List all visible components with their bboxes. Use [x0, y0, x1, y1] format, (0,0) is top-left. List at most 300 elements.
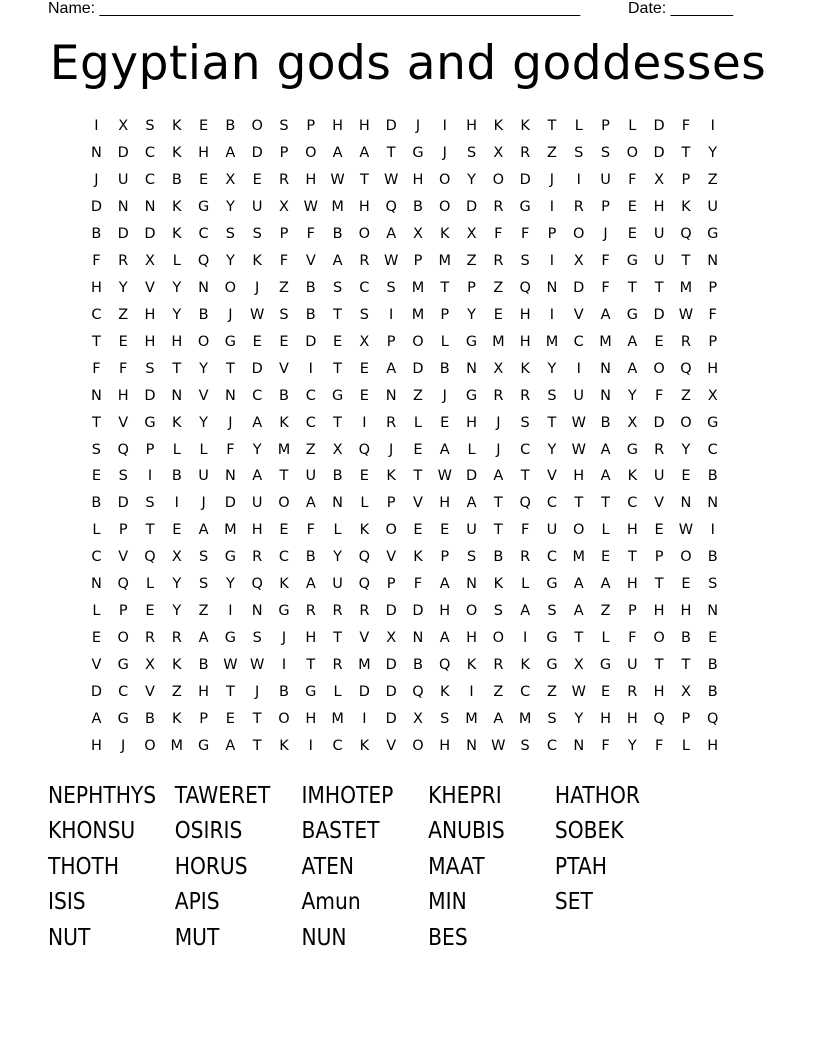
grid-letter[interactable]: I [174, 495, 179, 512]
grid-letter[interactable]: R [520, 387, 531, 404]
grid-letter[interactable]: I [228, 603, 233, 620]
grid-letter[interactable]: B [439, 360, 450, 377]
grid-letter[interactable]: N [573, 737, 585, 754]
grid-letter[interactable]: M [545, 333, 559, 350]
grid-letter[interactable]: J [94, 172, 99, 189]
grid-letter[interactable]: G [707, 414, 719, 431]
grid-letter[interactable]: G [197, 199, 210, 216]
grid-letter[interactable]: K [172, 226, 182, 243]
grid-letter[interactable]: X [573, 656, 584, 673]
grid-letter[interactable]: R [627, 683, 638, 700]
grid-letter[interactable]: Z [118, 306, 129, 323]
grid-letter[interactable]: K [172, 710, 182, 727]
grid-letter[interactable]: C [144, 145, 156, 162]
grid-letter[interactable]: B [412, 199, 423, 216]
grid-letter[interactable]: H [680, 603, 692, 620]
grid-letter[interactable]: E [440, 522, 450, 539]
grid-letter[interactable]: Z [680, 387, 691, 404]
grid-letter[interactable]: U [653, 226, 665, 243]
grid-letter[interactable]: J [496, 414, 501, 431]
grid-letter[interactable]: G [117, 656, 129, 673]
grid-letter[interactable]: W [571, 441, 586, 458]
grid-letter[interactable]: H [251, 522, 263, 539]
grid-letter[interactable]: X [493, 145, 504, 162]
grid-letter[interactable]: A [466, 495, 477, 512]
grid-letter[interactable]: W [250, 656, 265, 673]
grid-letter[interactable]: D [385, 683, 397, 700]
grid-letter[interactable]: H [198, 683, 210, 700]
grid-letter[interactable]: U [653, 468, 665, 485]
grid-letter[interactable]: H [466, 118, 477, 135]
grid-letter[interactable]: B [707, 656, 718, 673]
grid-letter[interactable]: I [281, 656, 287, 673]
grid-letter[interactable]: D [90, 199, 102, 216]
grid-letter[interactable]: B [707, 683, 718, 700]
grid-letter[interactable]: H [198, 145, 210, 162]
grid-letter[interactable]: B [493, 549, 504, 566]
grid-letter[interactable]: P [118, 522, 128, 539]
grid-letter[interactable]: X [332, 441, 343, 458]
grid-letter[interactable]: D [117, 495, 129, 512]
grid-letter[interactable]: H [171, 333, 183, 350]
grid-letter[interactable]: R [573, 199, 584, 216]
grid-letter[interactable]: S [252, 226, 262, 243]
grid-letter[interactable]: S [547, 603, 557, 620]
grid-letter[interactable]: P [386, 576, 396, 593]
grid-letter[interactable]: P [681, 710, 691, 727]
grid-letter[interactable]: C [573, 333, 584, 350]
grid-letter[interactable]: H [707, 737, 719, 754]
grid-letter[interactable]: W [330, 172, 345, 189]
grid-letter[interactable]: S [386, 279, 396, 296]
grid-letter[interactable]: W [678, 522, 694, 539]
grid-letter[interactable]: H [90, 737, 102, 754]
grid-letter[interactable]: O [278, 710, 290, 727]
grid-letter[interactable]: C [520, 441, 531, 458]
grid-letter[interactable]: C [305, 414, 316, 431]
grid-letter[interactable]: J [389, 441, 394, 458]
grid-letter[interactable]: K [520, 360, 530, 377]
grid-letter[interactable]: P [681, 172, 691, 189]
grid-letter[interactable]: K [520, 656, 530, 673]
grid-letter[interactable]: V [413, 495, 423, 512]
grid-letter[interactable]: T [386, 145, 396, 162]
grid-letter[interactable]: T [627, 279, 637, 296]
grid-letter[interactable]: I [710, 522, 715, 539]
grid-letter[interactable]: O [144, 737, 156, 754]
grid-letter[interactable]: A [198, 522, 209, 539]
grid-letter[interactable]: N [546, 279, 558, 296]
grid-letter[interactable]: A [252, 468, 263, 485]
grid-letter[interactable]: M [465, 710, 478, 727]
grid-letter[interactable]: N [90, 576, 102, 593]
grid-letter[interactable]: E [252, 172, 262, 189]
grid-letter[interactable]: L [360, 495, 369, 512]
grid-letter[interactable]: T [333, 629, 342, 646]
grid-letter[interactable]: H [653, 199, 665, 216]
grid-letter[interactable]: K [627, 468, 638, 485]
grid-letter[interactable]: D [251, 360, 263, 377]
grid-letter[interactable]: I [389, 306, 394, 323]
grid-letter[interactable]: A [600, 468, 611, 485]
grid-letter[interactable]: A [493, 468, 504, 485]
grid-letter[interactable]: I [308, 737, 313, 754]
grid-letter[interactable]: J [496, 441, 501, 458]
grid-letter[interactable]: J [201, 495, 206, 512]
grid-letter[interactable]: Q [117, 441, 129, 458]
grid-letter[interactable]: R [680, 333, 691, 350]
grid-letter[interactable]: G [224, 629, 236, 646]
grid-letter[interactable]: X [279, 199, 289, 216]
grid-letter[interactable]: R [359, 603, 370, 620]
grid-letter[interactable]: R [305, 603, 316, 620]
grid-letter[interactable]: E [91, 468, 101, 485]
grid-letter[interactable]: F [413, 576, 423, 593]
grid-letter[interactable]: C [278, 549, 290, 566]
grid-letter[interactable]: Z [493, 683, 504, 700]
grid-letter[interactable]: I [710, 118, 715, 135]
grid-letter[interactable]: I [549, 199, 555, 216]
grid-letter[interactable]: A [305, 576, 316, 593]
grid-letter[interactable]: E [279, 522, 289, 539]
grid-letter[interactable]: K [681, 199, 691, 216]
grid-letter[interactable]: Q [358, 576, 371, 593]
grid-letter[interactable]: H [653, 683, 665, 700]
grid-letter[interactable]: B [171, 468, 182, 485]
grid-letter[interactable]: Q [412, 683, 424, 700]
grid-letter[interactable]: O [385, 522, 397, 539]
grid-letter[interactable]: S [91, 441, 101, 458]
grid-letter[interactable]: L [521, 576, 530, 593]
grid-letter[interactable]: G [331, 387, 344, 404]
grid-letter[interactable]: A [225, 145, 236, 162]
grid-letter[interactable]: E [172, 522, 182, 539]
grid-letter[interactable]: E [199, 172, 209, 189]
grid-letter[interactable]: A [520, 603, 531, 620]
grid-letter[interactable]: E [654, 333, 664, 350]
grid-letter[interactable]: M [492, 333, 505, 350]
grid-letter[interactable]: R [654, 441, 665, 458]
grid-letter[interactable]: A [493, 710, 504, 727]
grid-letter[interactable]: L [92, 603, 101, 620]
grid-letter[interactable]: T [493, 522, 503, 539]
grid-letter[interactable]: E [359, 360, 369, 377]
grid-letter[interactable]: E [627, 199, 637, 216]
grid-letter[interactable]: O [573, 522, 585, 539]
grid-letter[interactable]: V [305, 253, 316, 270]
grid-letter[interactable]: H [626, 522, 638, 539]
grid-letter[interactable]: Y [574, 710, 584, 727]
grid-letter[interactable]: S [252, 629, 262, 646]
grid-letter[interactable]: C [332, 737, 343, 754]
grid-letter[interactable]: E [225, 710, 235, 727]
grid-letter[interactable]: O [653, 629, 665, 646]
grid-letter[interactable]: I [442, 118, 447, 135]
grid-letter[interactable]: I [94, 118, 99, 135]
grid-letter[interactable]: O [573, 226, 585, 243]
grid-letter[interactable]: Y [252, 441, 262, 458]
grid-letter[interactable]: F [654, 387, 664, 404]
grid-letter[interactable]: K [172, 414, 182, 431]
grid-letter[interactable]: X [386, 629, 397, 646]
grid-letter[interactable]: T [333, 414, 342, 431]
grid-letter[interactable]: D [465, 199, 478, 216]
grid-letter[interactable]: T [547, 118, 557, 135]
grid-letter[interactable]: S [279, 118, 289, 135]
grid-letter[interactable]: R [144, 629, 156, 646]
grid-letter[interactable]: Y [199, 414, 209, 431]
grid-letter[interactable]: S [198, 576, 209, 593]
grid-letter[interactable]: M [518, 710, 532, 727]
grid-letter[interactable]: Y [118, 279, 128, 296]
grid-letter[interactable]: G [278, 603, 290, 620]
grid-letter[interactable]: P [279, 145, 289, 162]
grid-letter[interactable]: B [171, 172, 182, 189]
grid-letter[interactable]: H [466, 629, 477, 646]
grid-letter[interactable]: P [708, 279, 718, 296]
grid-letter[interactable]: N [707, 603, 719, 620]
grid-letter[interactable]: A [332, 145, 343, 162]
grid-letter[interactable]: O [492, 629, 505, 646]
grid-letter[interactable]: G [117, 710, 129, 727]
grid-letter[interactable]: P [440, 549, 450, 566]
grid-letter[interactable]: N [117, 199, 129, 216]
grid-letter[interactable]: I [362, 414, 367, 431]
grid-letter[interactable]: H [412, 172, 424, 189]
grid-letter[interactable]: X [680, 683, 691, 700]
grid-letter[interactable]: V [573, 306, 584, 323]
grid-letter[interactable]: P [118, 603, 128, 620]
grid-letter[interactable]: Z [546, 683, 557, 700]
grid-letter[interactable]: G [599, 656, 612, 673]
grid-letter[interactable]: K [172, 199, 182, 216]
grid-letter[interactable]: Y [627, 737, 637, 754]
grid-letter[interactable]: B [332, 226, 343, 243]
grid-letter[interactable]: X [493, 360, 504, 377]
grid-letter[interactable]: U [600, 172, 611, 189]
grid-letter[interactable]: T [654, 656, 664, 673]
grid-letter[interactable]: S [466, 549, 477, 566]
grid-letter[interactable]: T [225, 683, 235, 700]
grid-letter[interactable]: Y [172, 279, 182, 296]
grid-letter[interactable]: F [601, 253, 610, 270]
grid-letter[interactable]: N [385, 387, 397, 404]
grid-letter[interactable]: F [628, 629, 637, 646]
grid-letter[interactable]: E [279, 333, 289, 350]
grid-letter[interactable]: S [332, 279, 343, 296]
grid-letter[interactable]: K [413, 549, 423, 566]
grid-letter[interactable]: P [413, 253, 423, 270]
grid-letter[interactable]: C [546, 737, 557, 754]
grid-letter[interactable]: W [383, 172, 399, 189]
grid-letter[interactable]: T [333, 306, 342, 323]
grid-letter[interactable]: L [92, 522, 101, 539]
grid-letter[interactable]: P [440, 306, 450, 323]
grid-letter[interactable]: V [359, 629, 370, 646]
grid-letter[interactable]: B [332, 468, 343, 485]
grid-letter[interactable]: J [442, 145, 447, 162]
grid-letter[interactable]: S [359, 306, 369, 323]
grid-letter[interactable]: C [305, 387, 316, 404]
grid-letter[interactable]: T [681, 145, 691, 162]
grid-letter[interactable]: L [440, 333, 449, 350]
grid-letter[interactable]: D [305, 333, 317, 350]
grid-letter[interactable]: P [467, 279, 476, 296]
grid-letter[interactable]: T [91, 414, 101, 431]
grid-letter[interactable]: A [600, 441, 611, 458]
grid-letter[interactable]: K [279, 737, 289, 754]
grid-letter[interactable]: K [359, 522, 370, 539]
grid-letter[interactable]: M [170, 737, 184, 754]
grid-letter[interactable]: O [251, 118, 263, 135]
grid-letter[interactable]: Q [707, 710, 719, 727]
grid-letter[interactable]: K [493, 576, 504, 593]
grid-letter[interactable]: I [576, 360, 581, 377]
grid-letter[interactable]: S [440, 710, 450, 727]
grid-letter[interactable]: U [653, 253, 665, 270]
grid-letter[interactable]: A [439, 629, 450, 646]
grid-letter[interactable]: T [681, 253, 691, 270]
grid-letter[interactable]: Y [172, 603, 182, 620]
grid-letter[interactable]: D [251, 145, 263, 162]
grid-letter[interactable]: F [708, 306, 717, 323]
grid-letter[interactable]: X [171, 549, 182, 566]
grid-letter[interactable]: P [279, 226, 289, 243]
grid-letter[interactable]: F [306, 226, 315, 243]
grid-letter[interactable]: B [91, 495, 102, 512]
grid-letter[interactable]: O [465, 603, 478, 620]
grid-letter[interactable]: O [653, 360, 665, 377]
grid-letter[interactable]: E [91, 629, 101, 646]
grid-letter[interactable]: T [252, 737, 262, 754]
grid-letter[interactable]: N [412, 629, 424, 646]
grid-letter[interactable]: O [439, 172, 451, 189]
grid-letter[interactable]: V [546, 468, 557, 485]
grid-letter[interactable]: H [305, 172, 317, 189]
grid-letter[interactable]: U [251, 495, 263, 512]
grid-letter[interactable]: P [386, 495, 396, 512]
grid-letter[interactable]: D [653, 118, 665, 135]
grid-letter[interactable]: J [603, 226, 608, 243]
grid-letter[interactable]: O [224, 279, 237, 296]
grid-letter[interactable]: C [707, 441, 718, 458]
grid-letter[interactable]: D [144, 387, 156, 404]
grid-letter[interactable]: U [332, 576, 343, 593]
grid-letter[interactable]: E [708, 629, 718, 646]
grid-letter[interactable]: G [144, 414, 156, 431]
grid-letter[interactable]: V [91, 656, 102, 673]
grid-letter[interactable]: R [493, 656, 504, 673]
grid-letter[interactable]: I [549, 306, 555, 323]
grid-letter[interactable]: D [653, 145, 665, 162]
grid-letter[interactable]: M [679, 279, 693, 296]
grid-letter[interactable]: F [601, 279, 610, 296]
grid-letter[interactable]: E [413, 441, 423, 458]
grid-letter[interactable]: J [228, 306, 233, 323]
grid-letter[interactable]: D [358, 683, 370, 700]
grid-letter[interactable]: R [171, 629, 182, 646]
grid-letter[interactable]: F [92, 253, 101, 270]
grid-letter[interactable]: E [600, 683, 611, 700]
grid-letter[interactable]: Y [172, 576, 182, 593]
grid-letter[interactable]: O [412, 737, 424, 754]
grid-letter[interactable]: C [252, 387, 263, 404]
grid-letter[interactable]: M [411, 306, 425, 323]
grid-letter[interactable]: M [331, 710, 344, 727]
grid-letter[interactable]: T [306, 656, 316, 673]
grid-letter[interactable]: S [708, 576, 718, 593]
grid-letter[interactable]: H [144, 333, 156, 350]
grid-letter[interactable]: G [546, 656, 558, 673]
grid-letter[interactable]: S [574, 145, 584, 162]
grid-letter[interactable]: R [520, 145, 531, 162]
grid-letter[interactable]: D [465, 468, 478, 485]
grid-letter[interactable]: P [708, 333, 718, 350]
grid-letter[interactable]: U [707, 199, 719, 216]
grid-letter[interactable]: K [172, 656, 182, 673]
grid-letter[interactable]: V [386, 737, 397, 754]
grid-letter[interactable]: W [383, 253, 399, 270]
grid-letter[interactable]: H [358, 199, 370, 216]
grid-letter[interactable]: Q [680, 226, 692, 243]
grid-letter[interactable]: Q [117, 576, 129, 593]
grid-letter[interactable]: B [305, 306, 316, 323]
grid-letter[interactable]: N [600, 387, 611, 404]
grid-letter[interactable]: H [707, 360, 719, 377]
grid-letter[interactable]: I [576, 172, 581, 189]
grid-letter[interactable]: X [412, 710, 423, 727]
grid-letter[interactable]: T [547, 414, 557, 431]
grid-letter[interactable]: M [599, 333, 612, 350]
grid-letter[interactable]: U [251, 199, 263, 216]
grid-letter[interactable]: R [520, 549, 531, 566]
grid-letter[interactable]: S [145, 495, 155, 512]
grid-letter[interactable]: E [332, 333, 343, 350]
grid-letter[interactable]: Q [144, 549, 156, 566]
grid-letter[interactable]: N [466, 576, 477, 593]
grid-letter[interactable]: X [707, 387, 718, 404]
grid-letter[interactable]: L [681, 737, 690, 754]
grid-letter[interactable]: B [279, 387, 289, 404]
grid-letter[interactable]: D [144, 226, 156, 243]
grid-letter[interactable]: T [413, 468, 423, 485]
grid-letter[interactable]: A [600, 576, 611, 593]
grid-letter[interactable]: F [601, 737, 610, 754]
grid-letter[interactable]: V [118, 414, 129, 431]
grid-letter[interactable]: A [627, 360, 638, 377]
grid-letter[interactable]: D [385, 118, 397, 135]
grid-letter[interactable]: F [279, 253, 289, 270]
grid-letter[interactable]: U [627, 656, 638, 673]
grid-letter[interactable]: A [359, 145, 370, 162]
grid-letter[interactable]: S [520, 414, 530, 431]
grid-letter[interactable]: T [654, 279, 664, 296]
grid-letter[interactable]: T [601, 495, 610, 512]
grid-letter[interactable]: M [572, 549, 585, 566]
grid-letter[interactable]: D [117, 226, 129, 243]
grid-letter[interactable]: H [466, 414, 477, 431]
grid-letter[interactable]: Y [681, 441, 691, 458]
grid-letter[interactable]: H [117, 387, 129, 404]
grid-letter[interactable]: L [145, 576, 155, 593]
grid-letter[interactable]: A [573, 603, 584, 620]
grid-letter[interactable]: H [519, 333, 531, 350]
grid-letter[interactable]: D [90, 683, 102, 700]
grid-letter[interactable]: Z [466, 253, 477, 270]
grid-letter[interactable]: N [198, 279, 210, 296]
grid-letter[interactable]: T [172, 360, 182, 377]
grid-letter[interactable]: Z [600, 603, 611, 620]
